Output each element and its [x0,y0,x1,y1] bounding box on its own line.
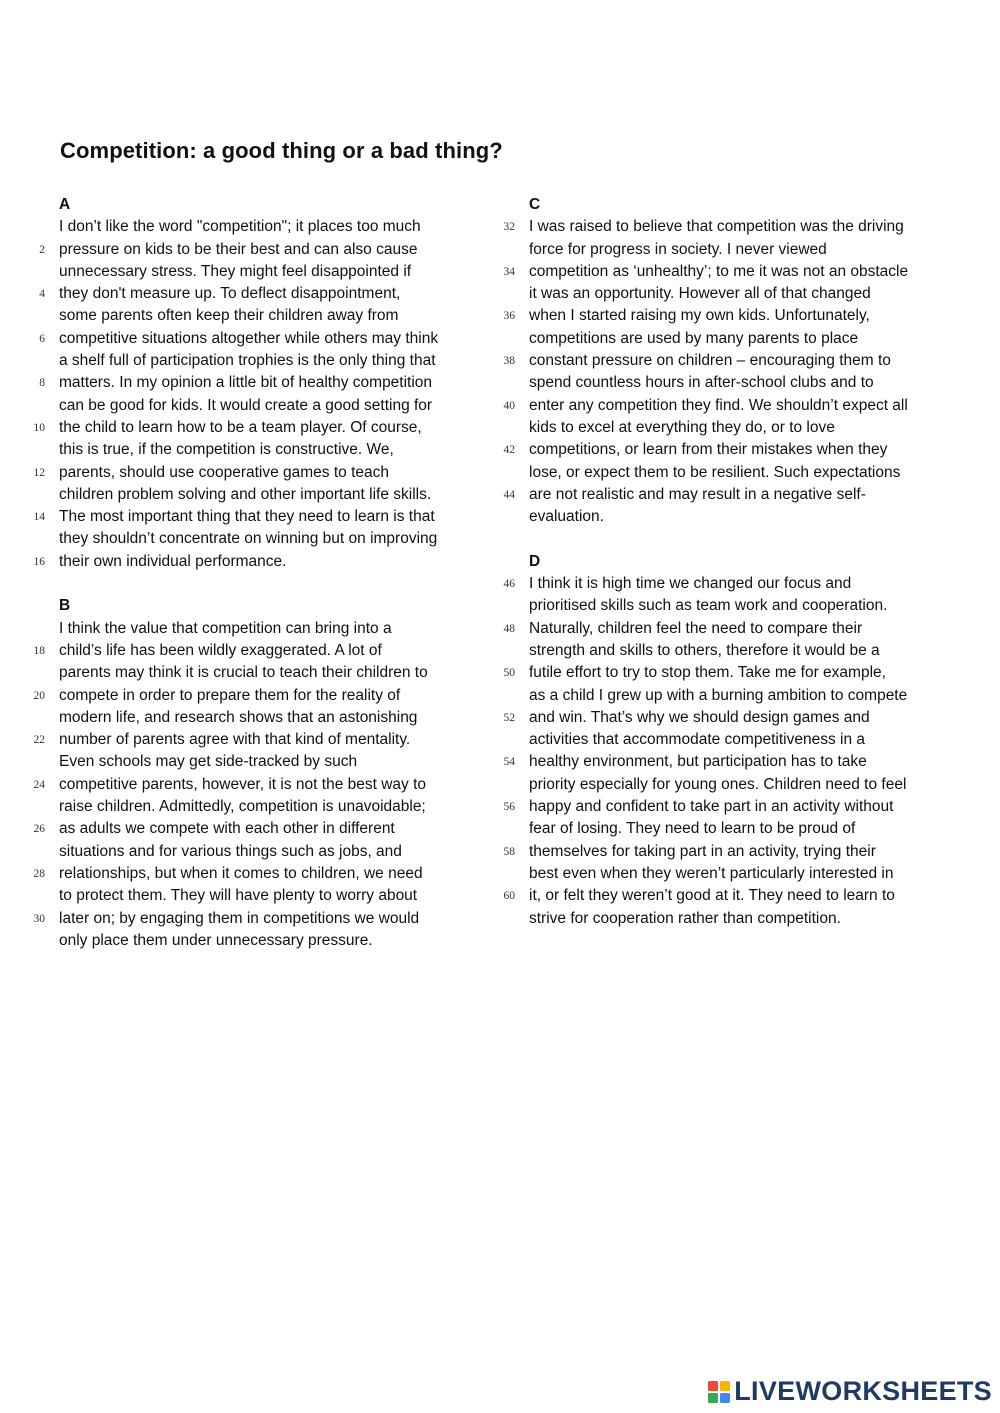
text-line [500,662,920,684]
line-text: relationships, but when it comes to children, we need [59,864,423,882]
text-line [30,685,450,707]
liveworksheets-logo-icon [708,1381,730,1403]
text-line [30,774,450,796]
logo-text: LIVEWORKSHEETS [734,1376,992,1406]
text-line [500,261,920,283]
text-line [500,707,920,729]
text-line [500,216,920,238]
line-text: spend countless hours in after-school clubs and to [529,374,874,392]
text-line [500,818,920,840]
line-number: 4 [39,288,45,301]
line-text: can be good for kids. It would create a good setting for [59,396,433,414]
line-text: children problem solving and other important life skills. [59,485,432,503]
text-line [30,239,450,261]
line-text: when I started raising my own kids. Unfortunately, [529,307,870,325]
line-text: a shelf full of participation trophies is the only thing that [59,352,436,370]
line-text: it was an opportunity. However all of that changed [529,285,871,303]
text-line [30,885,450,907]
text-line [500,484,920,506]
line-number: 56 [503,801,515,814]
line-text: constant pressure on children – encouraging them to [529,352,891,370]
text-line [500,841,920,863]
text-line [500,774,920,796]
line-text: force for progress in society. I never viewed [529,240,827,258]
line-number: 36 [503,310,515,323]
line-text: situations and for various things such as jobs, and [59,842,402,860]
line-text: they shouldn’t concentrate on winning but on improving [59,530,438,548]
line-number: 58 [503,845,515,858]
text-line [500,305,920,327]
line-number: 24 [33,778,45,791]
line-number: 54 [503,756,515,769]
line-text: parents, should use cooperative games to teach [59,463,390,481]
line-text: as a child I grew up with a burning ambition to compete [529,686,908,704]
line-text: activities that accommodate competitiveness in a [529,731,865,749]
line-text: strength and skills to others, therefore it would be a [529,641,880,659]
text-line [30,328,450,350]
line-text: some parents often keep their children away from [59,307,399,325]
line-text: as adults we compete with each other in different [59,820,395,838]
line-text: Naturally, children feel the need to compare their [529,619,863,637]
text-line [500,885,920,907]
line-number: 14 [33,511,45,524]
text-line [30,818,450,840]
section-d [500,551,920,930]
text-line [30,908,450,930]
text-line [500,462,920,484]
line-text: their own individual performance. [59,552,287,570]
line-text: strive for cooperation rather than competition. [529,909,841,927]
section-heading: B [59,597,71,615]
text-line [30,305,450,327]
line-text: lose, or expect them to be resilient. Such expectations [529,463,901,481]
text-line [500,506,920,528]
text-line [30,484,450,506]
text-line [30,751,450,773]
line-number: 2 [39,243,45,256]
text-line [500,751,920,773]
line-text: I think the value that competition can bring into a [59,619,392,637]
text-line [30,372,450,394]
line-text: The most important thing that they need to learn is that [59,508,435,526]
line-text: best even when they weren’t particularly interested in [529,864,894,882]
line-number: 20 [33,689,45,702]
line-text: unnecessary stress. They might feel disappointed if [59,262,412,280]
right-column [500,194,920,952]
line-number: 32 [503,221,515,234]
line-number: 44 [503,488,515,501]
line-text: healthy environment, but participation has to take [529,753,867,771]
line-text: themselves for taking part in an activity, trying their [529,842,876,860]
text-line [30,395,450,417]
section-c [500,194,920,528]
text-line [30,863,450,885]
text-line [500,350,920,372]
line-number: 42 [503,444,515,457]
text-line [30,796,450,818]
section-heading: A [59,196,71,213]
text-line [500,395,920,417]
line-text: competitions, or learn from their mistakes when they [529,441,888,459]
line-text: parents may think it is crucial to teach their children to [59,664,428,682]
line-text: I was raised to believe that competition was the driving [529,218,904,236]
text-line [500,640,920,662]
text-line [30,417,450,439]
text-line [500,417,920,439]
line-text: competitive situations altogether while others may think [59,329,439,347]
text-line [30,841,450,863]
line-text: to protect them. They will have plenty to worry about [59,887,418,905]
line-text: enter any competition they find. We shouldn’t expect all [529,396,908,414]
text-line [500,573,920,595]
line-text: Even schools may get side-tracked by such [59,753,358,771]
text-line [500,908,920,930]
section-a [30,194,450,573]
text-line [500,863,920,885]
line-text: priority especially for young ones. Children need to feel [529,775,907,793]
line-number: 30 [33,912,45,925]
line-number: 6 [39,332,45,345]
text-line [500,239,920,261]
line-number: 48 [503,622,515,635]
line-text: I don’t like the word "competition"; it places too much [59,218,421,236]
text-line [30,350,450,372]
line-text: matters. In my opinion a little bit of healthy competition [59,374,433,392]
text-line [30,261,450,283]
line-number: 60 [503,890,515,903]
text-line [30,506,450,528]
line-text: fear of losing. They need to learn to be proud of [529,820,856,838]
line-text: raise children. Admittedly, competition is unavoidable; [59,798,426,816]
text-line [500,595,920,617]
line-number: 22 [33,734,45,747]
text-line [30,707,450,729]
line-number: 26 [33,823,45,836]
left-column [30,194,450,974]
text-line [30,216,450,238]
line-text: compete in order to prepare them for the reality of [59,686,401,704]
line-number: 16 [33,555,45,568]
text-line [30,528,450,550]
line-number: 18 [33,644,45,657]
line-text: evaluation. [529,508,604,526]
line-number: 46 [503,578,515,591]
line-text: and win. That’s why we should design games and [529,708,870,726]
line-number: 10 [33,421,45,434]
text-line [30,283,450,305]
line-text: prioritised skills such as team work and cooperation. [529,597,888,615]
text-line [500,283,920,305]
line-text: number of parents agree with that kind of mentality. [59,731,411,749]
line-text: the child to learn how to be a team player. Of course, [59,418,422,436]
text-line [30,439,450,461]
text-line [30,640,450,662]
text-line [500,796,920,818]
text-line [30,930,450,952]
text-line [30,462,450,484]
line-text: modern life, and research shows that an astonishing [59,708,418,726]
text-line [30,729,450,751]
line-number: 50 [503,667,515,680]
text-line [30,662,450,684]
text-line [30,551,450,573]
text-line [500,439,920,461]
line-number: 8 [39,377,45,390]
line-text: futile effort to try to stop them. Take me for example, [529,664,886,682]
line-number: 52 [503,711,515,724]
line-text: later on; by engaging them in competitions we would [59,909,420,927]
line-text: pressure on kids to be their best and can also cause [59,240,418,258]
line-number: 12 [33,466,45,479]
text-line [500,729,920,751]
line-number: 40 [503,399,515,412]
line-number: 28 [33,867,45,880]
liveworksheets-logo[interactable] [708,1376,992,1407]
line-text: this is true, if the competition is constructive. We, [59,441,394,459]
line-text: competition as ‘unhealthy’; to me it was not an obstacle [529,262,909,280]
section-b [30,595,450,952]
line-text: competitions are used by many parents to place [529,329,859,347]
text-line [500,372,920,394]
line-text: kids to excel at everything they do, or to love [529,418,835,436]
line-text: I think it is high time we changed our focus and [529,575,852,593]
line-text: are not realistic and may result in a negative self- [529,485,866,503]
line-text: competitive parents, however, it is not the best way to [59,775,427,793]
text-line [500,618,920,640]
section-heading: C [529,196,541,213]
line-text: they don't measure up. To deflect disappointment, [59,285,401,303]
line-text: happy and confident to take part in an activity without [529,798,894,816]
line-number: 38 [503,355,515,368]
text-line [500,685,920,707]
text-line [500,328,920,350]
section-heading: D [529,552,541,570]
line-number: 34 [503,265,515,278]
page-title: Competition: a good thing or a bad thing? [60,138,503,163]
text-line [30,618,450,640]
line-text: child’s life has been wildly exaggerated. A lot of [59,641,382,659]
line-text: only place them under unnecessary pressure. [59,931,373,949]
line-text: it, or felt they weren’t good at it. They need to learn to [529,887,895,905]
